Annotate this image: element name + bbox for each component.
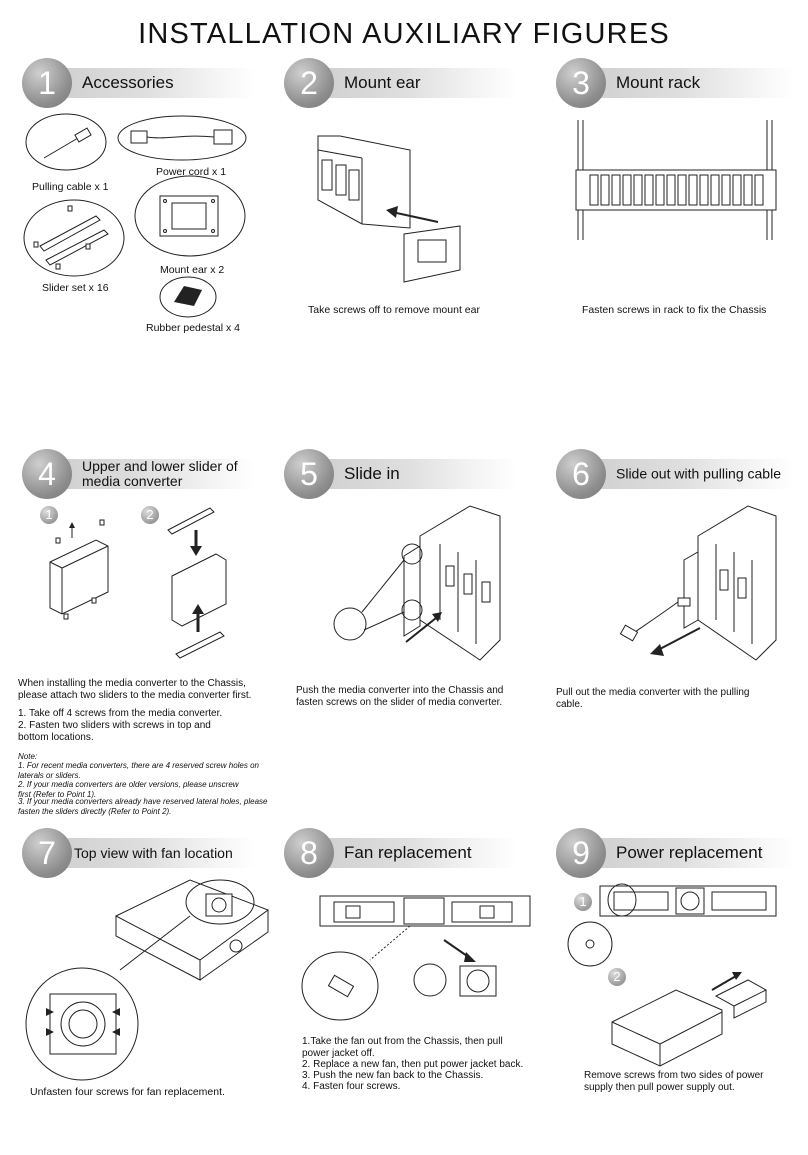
section-title: Mount rack [616, 73, 701, 92]
section-number-7: 7 [22, 828, 72, 878]
note-title: Note: [18, 752, 38, 761]
section-header-fan-replacement [312, 838, 517, 868]
section-title: Slide in [344, 464, 400, 483]
fan-location-caption: Unfasten four screws for fan replacement. [30, 1086, 225, 1098]
slider-step-1: 1. Take off 4 screws from the media converter. [18, 708, 223, 719]
chassis-rear [600, 886, 776, 916]
section-title: Slide out with pulling cable [616, 465, 781, 482]
chassis [612, 990, 722, 1066]
section-title: Top view with fan location [74, 845, 233, 861]
note-3: 3. If your media converters already have reserved lateral holes, please fasten the sliders directly (Refer to Point 2). [18, 797, 268, 816]
section-number-5: 5 [284, 449, 334, 499]
slider-intro: When installing the media converter to the Chassis, please attach two sliders to the media converter first. [18, 678, 252, 701]
section-title: Fan replacement [344, 843, 472, 862]
section-title: Power replacement [616, 843, 763, 862]
section-number-8: 8 [284, 828, 334, 878]
fan-step-1: 1.Take the fan out from the Chassis, then pull power jacket off. [302, 1036, 503, 1059]
section-number-4: 4 [22, 449, 72, 499]
section-header-mount-ear [312, 68, 517, 98]
section-header-top-view [50, 838, 255, 868]
sub-step-1: 1 [40, 506, 58, 524]
section-title: Accessories [82, 73, 174, 92]
fan-step-3: 3. Push the new fan back to the Chassis. [302, 1070, 484, 1081]
power-cord-label: Power cord x 1 [156, 166, 227, 178]
section-number-9: 9 [556, 828, 606, 878]
rubber-pedestal-label: Rubber pedestal x 4 [146, 322, 240, 334]
fan-step-4: 4. Fasten four screws. [302, 1081, 401, 1092]
mount-ear-caption: Take screws off to remove mount ear [308, 304, 480, 316]
section-number-3: 3 [556, 58, 606, 108]
sub-step-1: 1 [574, 893, 592, 911]
section-header-mount-rack [584, 68, 794, 98]
section-header-power-replacement [584, 838, 794, 868]
page-title: INSTALLATION AUXILIARY FIGURES [138, 18, 670, 50]
note-1: 1. For recent media converters, there are 4 reserved screw holes on laterals or sliders. [18, 761, 259, 780]
section-number-1: 1 [22, 58, 72, 108]
slider-step-2: 2. Fasten two sliders with screws in top and bottom locations. [18, 720, 211, 743]
section-title: Upper and lower slider of media converter [82, 458, 238, 489]
note-2: 2. If your media converters are older versions, please unscrew first (Refer to Point 1). [18, 780, 239, 799]
power-replacement-caption: Remove screws from two sides of power supply then pull power supply out. [584, 1070, 764, 1093]
section-header-accessories [50, 68, 255, 98]
mount-ear-label: Mount ear x 2 [160, 264, 225, 276]
section-number-2: 2 [284, 58, 334, 108]
slide-in-caption: Push the media converter into the Chassis and fasten screws on the slider of media converter. [296, 685, 504, 708]
sub-step-2: 2 [608, 968, 626, 986]
section-header-slide-in [312, 459, 517, 489]
screw-zoom-circle [568, 922, 612, 966]
slide-out-caption: Pull out the media converter with the pulling cable. [556, 687, 750, 710]
sub-step-2: 2 [141, 506, 159, 524]
pulling-cable-label: Pulling cable x 1 [32, 181, 109, 193]
fan-step-2: 2. Replace a new fan, then put power jacket back. [302, 1059, 524, 1070]
section-number-6: 6 [556, 449, 606, 499]
section-header-slide-out [584, 459, 794, 489]
section-title: Mount ear [344, 73, 421, 92]
slider-set-label: Slider set x 16 [42, 282, 109, 294]
mount-rack-caption: Fasten screws in rack to fix the Chassis [582, 304, 767, 316]
section-header-slider [50, 459, 255, 489]
